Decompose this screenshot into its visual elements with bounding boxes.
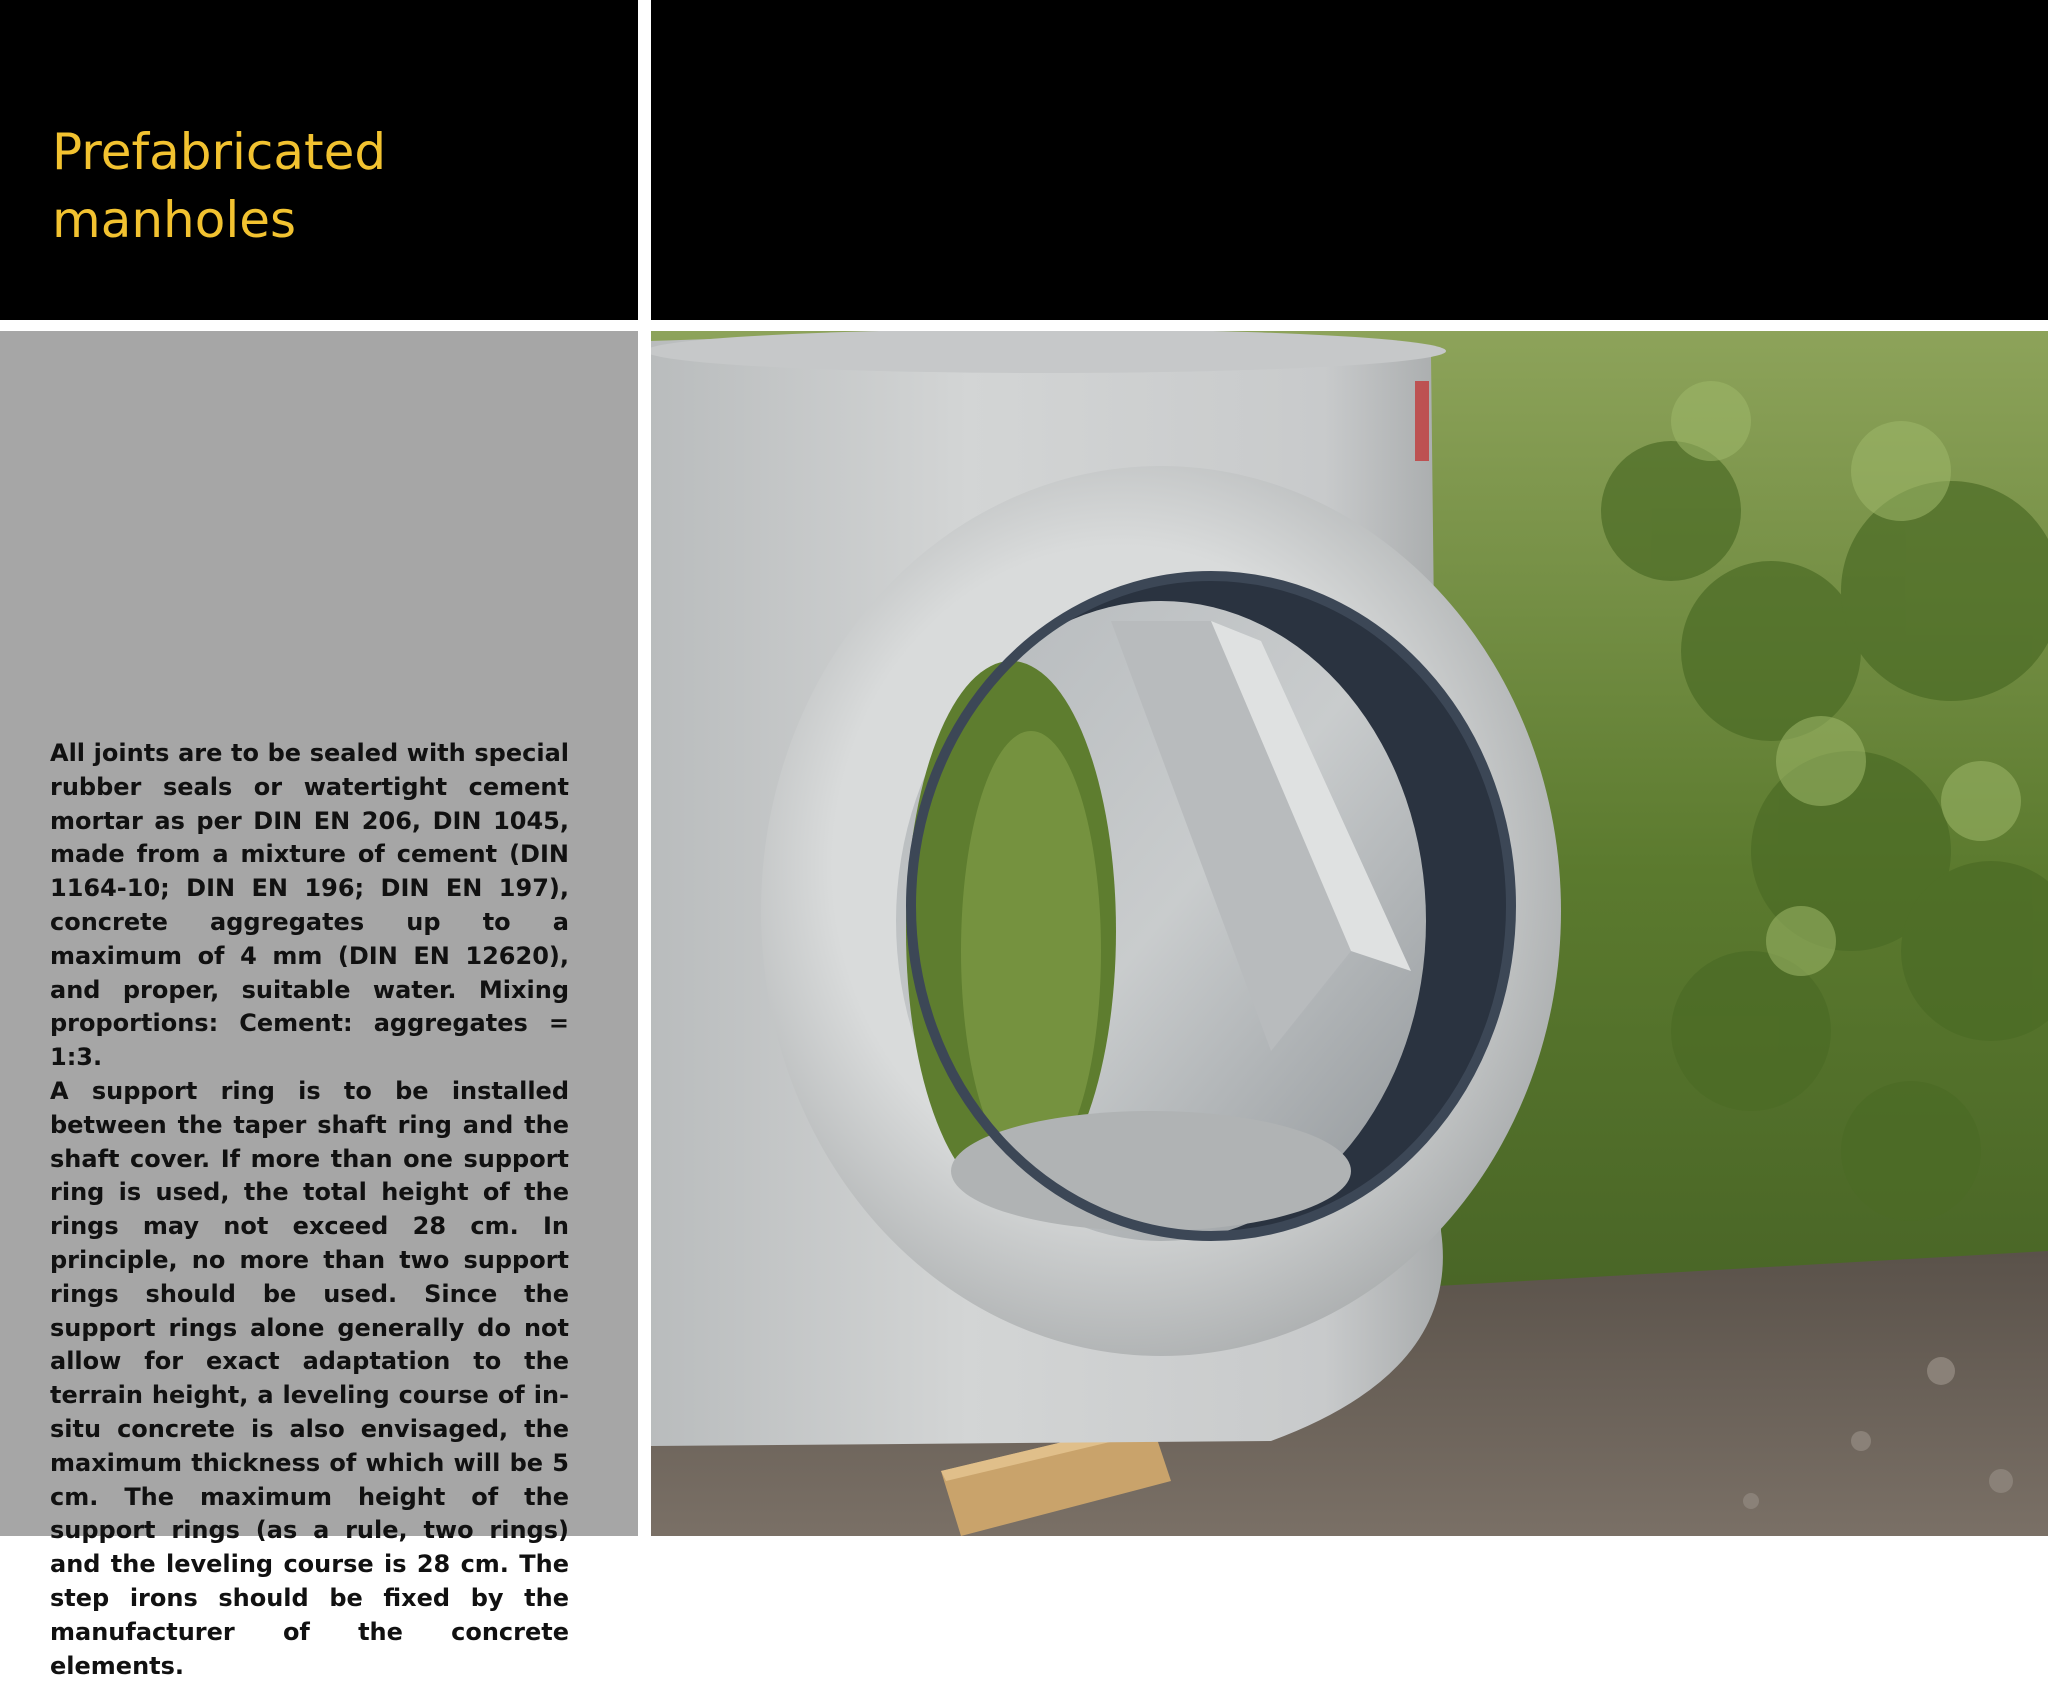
paragraph-joints: All joints are to be sealed with special rubber seals or watertight cement mortar as per DIN EN 206, DIN 1045, made from a mixture of cement (DIN 1164-10; DIN EN 196; DIN EN 197), concrete aggregates up to a maximum of 4 mm (DIN EN 12620), and proper, suitable water. Mixing proportions: Cement: aggregates = 1:3. (50, 739, 569, 1072)
header-bar (651, 0, 2048, 320)
slide-title (52, 118, 612, 254)
paragraph-support-ring: A support ring is to be installed between the taper shaft ring and the shaft cover. If more than one support ring is used, the total height of the rings may not exceed 28 cm. In principle, no more than two support rings should be used. Since the support rings alone generally do not allow for exact adaptation to the terrain height, a leveling course of in-situ concrete is also envisaged, the maximum thickness of which will be 5 cm. The maximum height of the support rings (as a rule, two rings) and the leveling course is 28 cm. The step irons should be fixed by the manufacturer of the concrete elements. (50, 1076, 569, 1680)
text-panel (0, 331, 638, 1680)
title-line-2: manholes (52, 191, 297, 249)
body-text (50, 737, 569, 1683)
manhole-photo (651, 331, 2048, 1536)
title-panel (0, 0, 638, 320)
title-line-1: Prefabricated (52, 123, 387, 181)
